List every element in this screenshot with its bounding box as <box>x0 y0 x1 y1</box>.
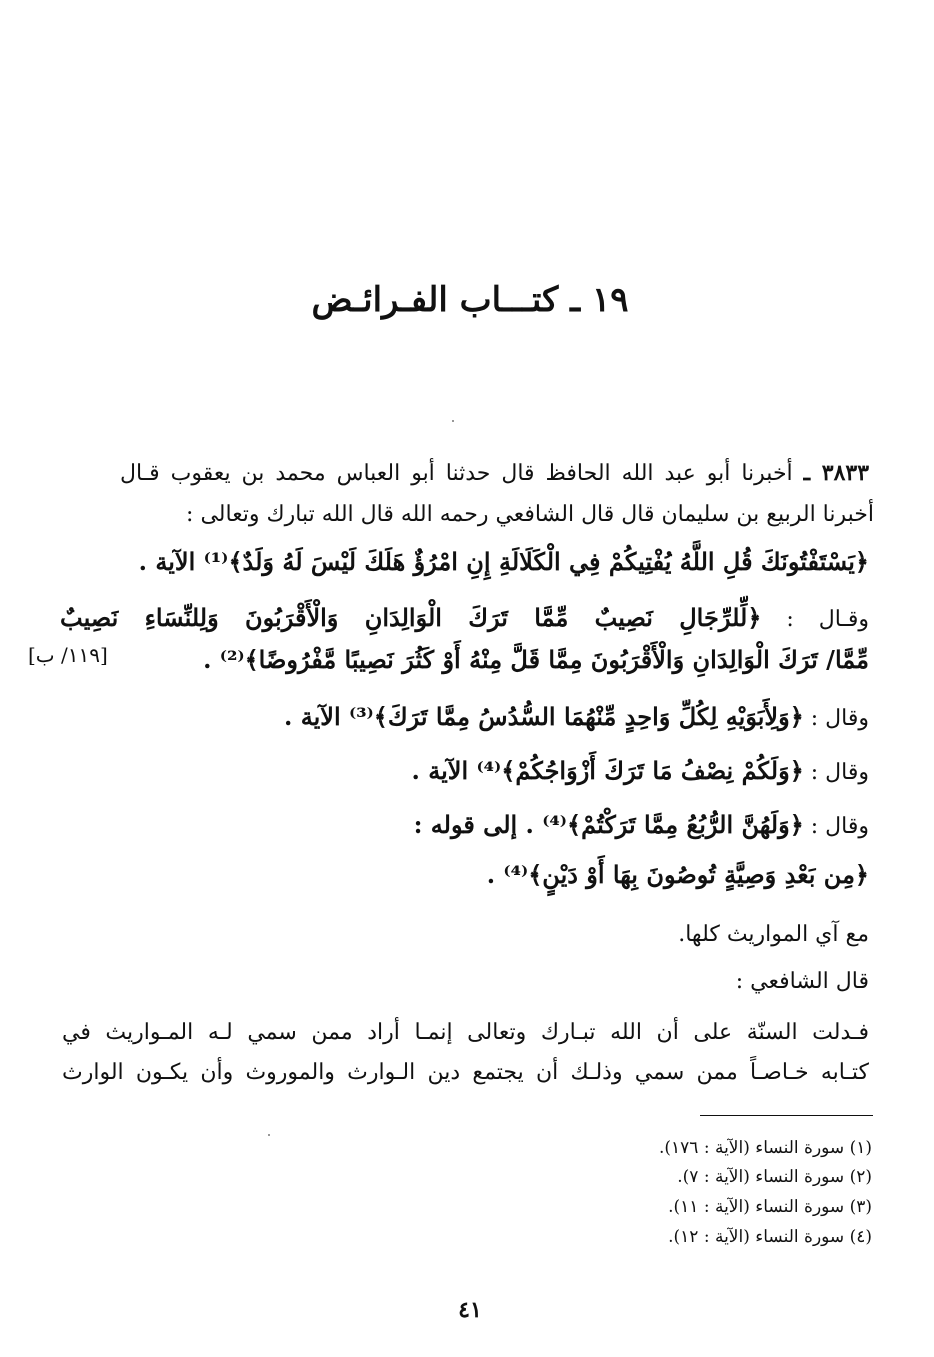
footnote-2: (٢) سورة النساء (الآية : ٧). <box>677 1167 872 1187</box>
footnote-divider <box>700 1115 873 1116</box>
paragraph-line-2: كتـابه خـاصـاً ممن سمي وذلـك أن يجتمع دين الـوارث والموروث وأن يكـون الوارث <box>62 1060 869 1085</box>
shafii-heading: قال الشافعي : <box>735 969 869 994</box>
hadith-line-1-text: أخبرنا أبو عبد الله الحافظ قال حدثنا أبو العباس محمد بن يعقوب قـال <box>120 461 793 486</box>
verse-2-prefix: وقـال : <box>786 607 869 632</box>
verse-4-line <box>412 756 869 788</box>
chapter-title: ١٩ ـ كتـــاب الفـرائـض <box>311 280 629 320</box>
hadith-number: ٣٨٣٣ ـ <box>803 460 870 486</box>
page-number: ٤١ <box>458 1297 482 1323</box>
verse-5-line <box>414 810 869 842</box>
footnote-1: (١) سورة النساء (الآية : ١٧٦). <box>658 1138 872 1158</box>
verse-6: ﴿مِن بَعْدِ وَصِيَّةٍ تُوصُونَ بِهَا أَوْ دَيْنٍ﴾⁽⁴⁾ . <box>486 860 869 889</box>
verse-4-prefix: وقال : <box>810 760 869 785</box>
verse-2-line-1 <box>60 603 869 635</box>
mawarith-line: مع آي المواريث كلها. <box>678 922 869 947</box>
scan-speck <box>268 1134 270 1136</box>
hadith-line-1 <box>120 458 869 489</box>
verse-3-text: ﴿وَلِأَبَوَيْهِ لِكُلِّ وَاحِدٍ مِّنْهُمَا السُّدُسُ مِمَّا تَرَكَ﴾⁽³⁾ الآية . <box>284 702 804 731</box>
paragraph-line-1: فـدلت السنّة على أن الله تبـارك وتعالى إنمـا أراد ممن سمي لـه المـواريث في <box>62 1020 869 1045</box>
verse-2-text-1: ﴿لِّلرِّجَالِ نَصِيبٌ مِّمَّا تَرَكَ الْوَالِدَانِ وَالْأَقْرَبُونَ وَلِلنِّسَاءِ نَصِيبٌ <box>60 603 762 632</box>
verse-3-prefix: وقال : <box>810 706 869 731</box>
hadith-line-2: أخبرنا الربيع بن سليمان قال قال الشافعي رحمه الله قال الله تبارك وتعالى : <box>186 502 874 527</box>
verse-1: ﴿يَسْتَفْتُونَكَ قُلِ اللَّهُ يُفْتِيكُمْ فِي الْكَلَالَةِ إِنِ امْرُؤٌ هَلَكَ لَيْسَ لَهُ وَلَدٌ﴾⁽¹⁾ الآية . <box>138 547 869 576</box>
footnote-3: (٣) سورة النساء (الآية : ١١). <box>668 1197 872 1217</box>
verse-4-text: ﴿وَلَكُمْ نِصْفُ مَا تَرَكَ أَزْوَاجُكُمْ﴾⁽⁴⁾ الآية . <box>411 756 804 785</box>
footnote-4: (٤) سورة النساء (الآية : ١٢). <box>668 1227 872 1247</box>
verse-5-text: ﴿وَلَهُنَّ الرُّبُعُ مِمَّا تَرَكْتُمْ﴾⁽⁴⁾ . إلى قوله : <box>413 810 804 839</box>
verse-5-prefix: وقال : <box>810 814 869 839</box>
verse-2-line-2: مِّمَّا/ تَرَكَ الْوَالِدَانِ وَالْأَقْرَبُونَ مِمَّا قَلَّ مِنْهُ أَوْ كَثُرَ نَصِيبًا مَّفْرُوضًا﴾⁽²⁾ . <box>203 645 869 674</box>
verse-3-line <box>284 702 869 734</box>
scan-speck <box>452 420 454 422</box>
manuscript-folio-note: [١١٩/ ب] <box>28 643 108 667</box>
